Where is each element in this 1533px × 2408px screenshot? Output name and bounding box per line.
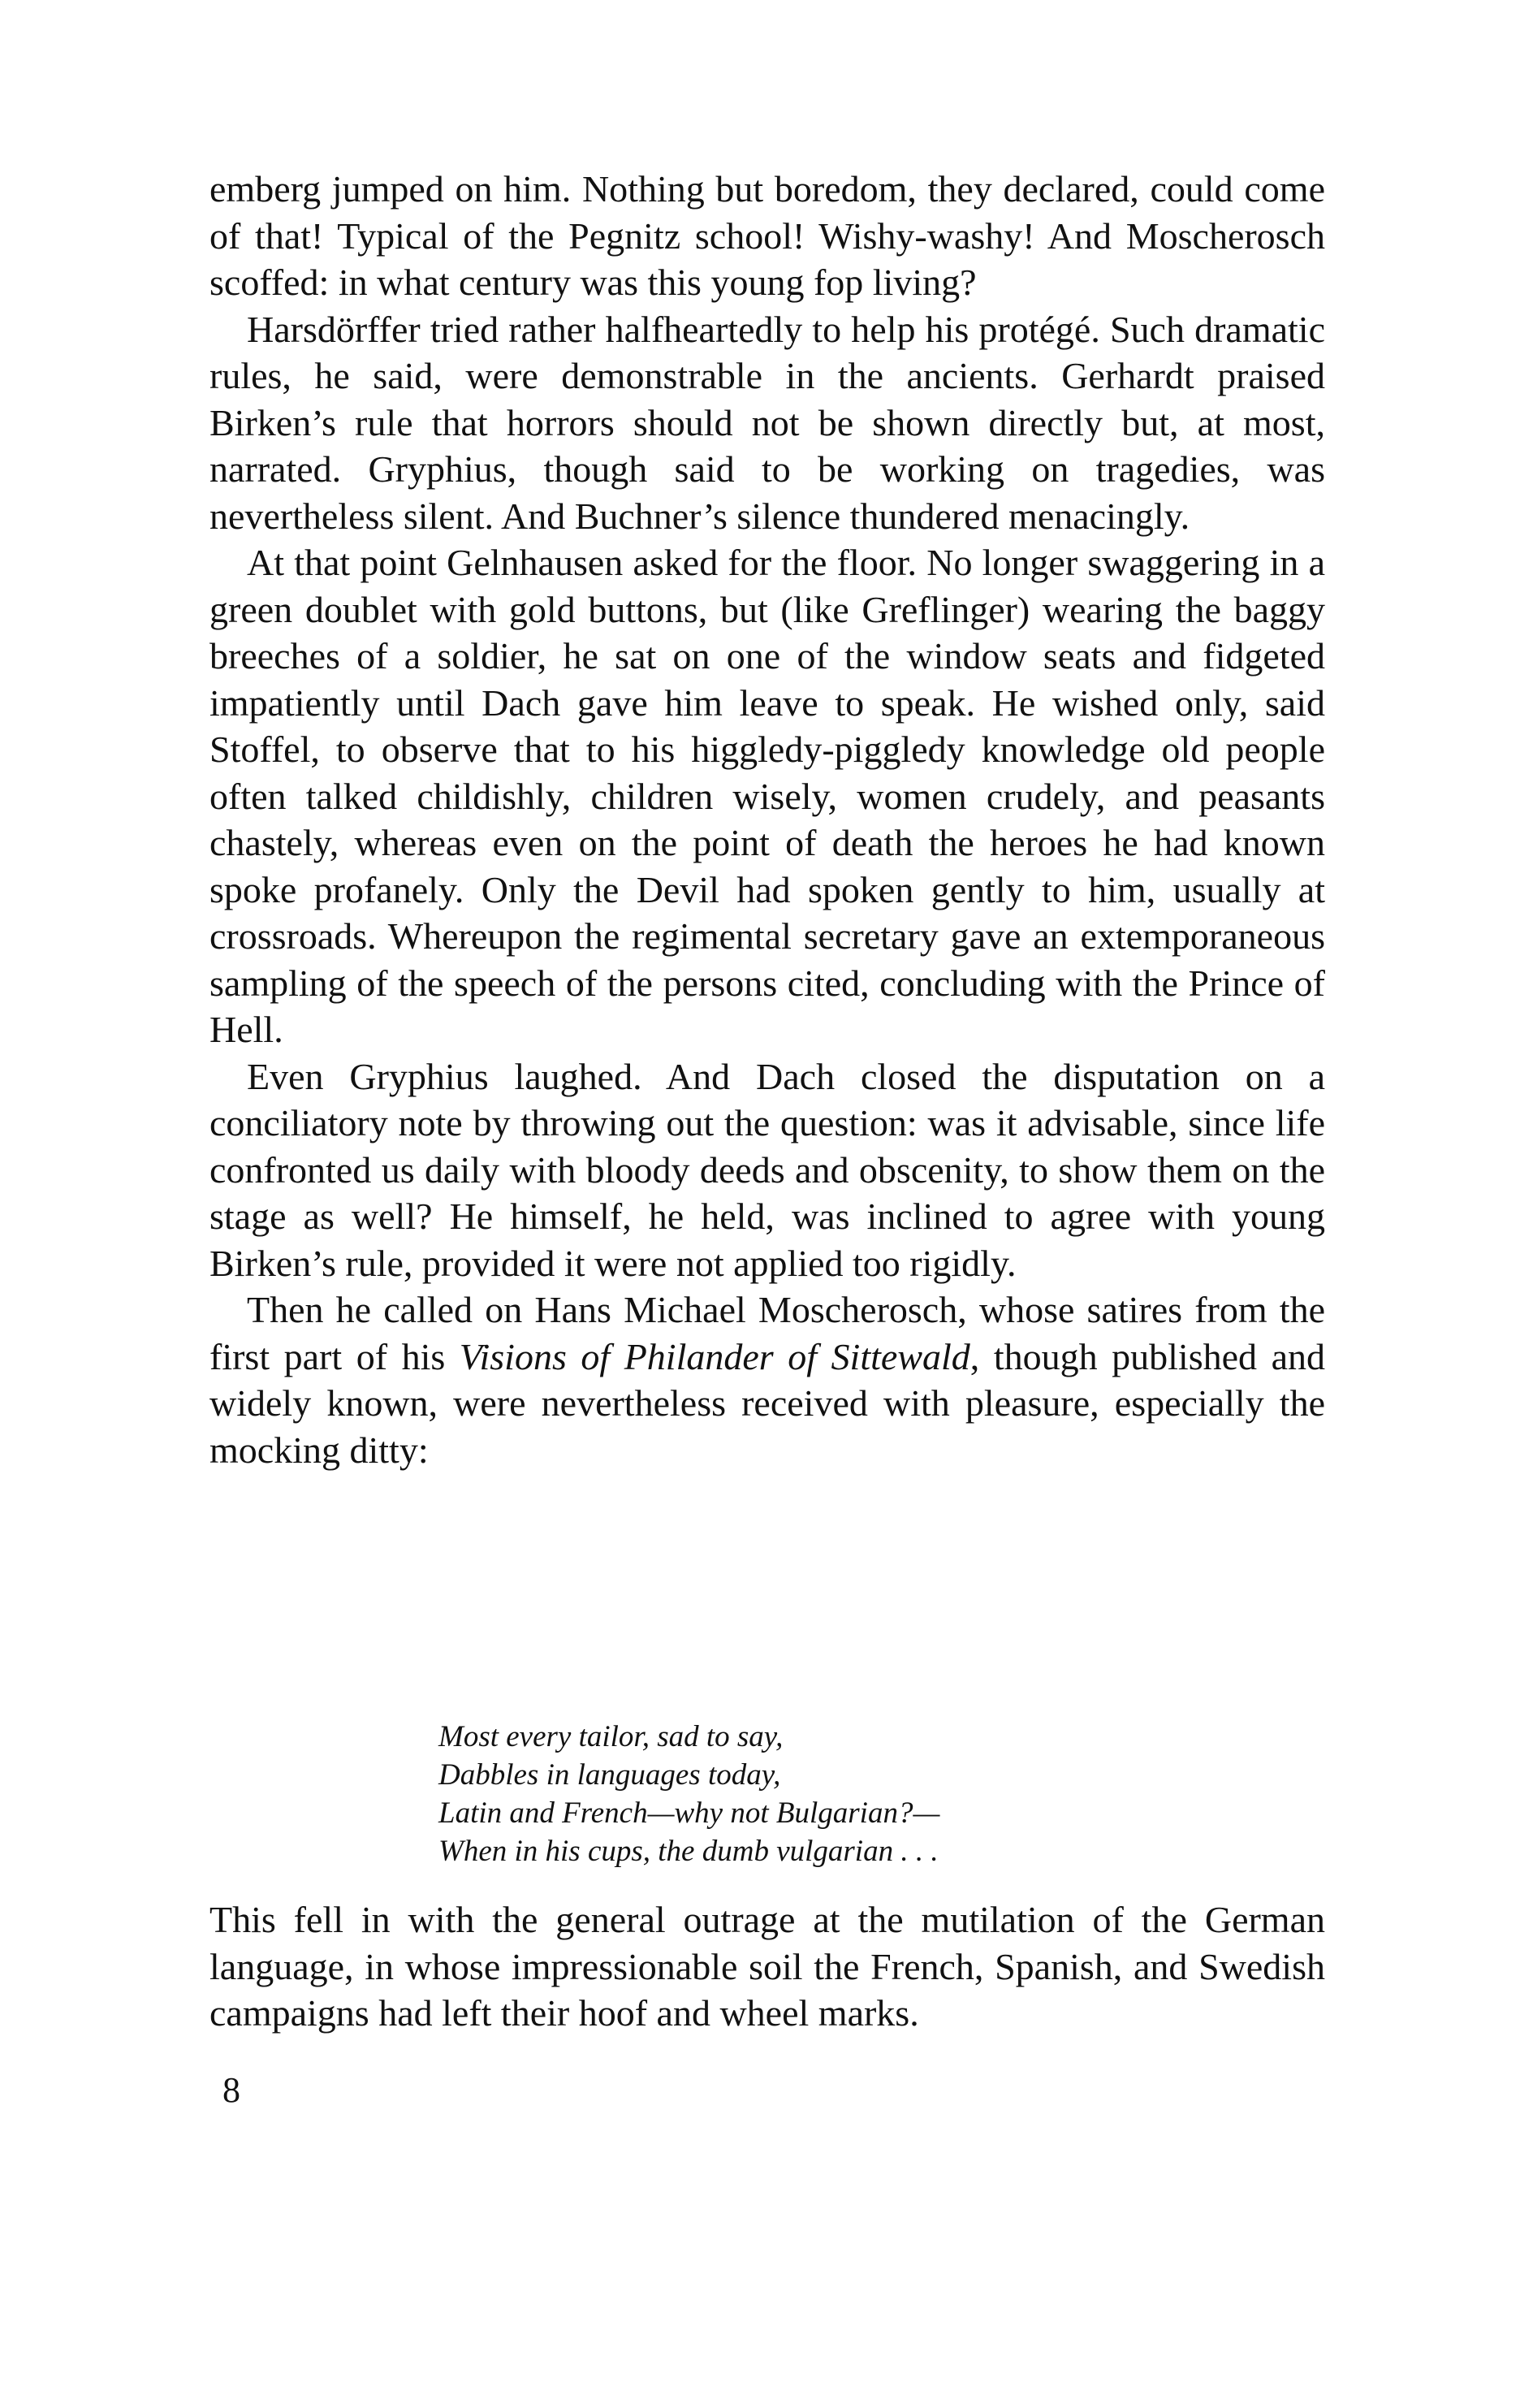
- book-title: Visions of Philander of Sittewald: [459, 1335, 970, 1377]
- main-text-block: [209, 166, 1325, 1473]
- paragraph-5: [209, 1286, 1325, 1473]
- paragraph-2: Harsdörffer tried rather halfheartedly to help his protégé. Such dramatic rules, he said, were demonstrable in the ancients. Gerhardt praised Birken’s rule that horrors should not be shown directly but, at most, narrated. Gryphius, though said to be working on tragedies, was nevertheless silent. And Buchner’s silence thundered menacingly.: [209, 308, 1325, 537]
- verse-line-2: Dabbles in languages today,: [438, 1758, 781, 1792]
- verse-line-3: Latin and French—why not Bulgarian?—: [438, 1796, 940, 1830]
- page-number: 8: [222, 2070, 240, 2110]
- verse-line-4: When in his cups, the dumb vulgarian . . .: [438, 1835, 939, 1868]
- verse-line-1: Most every tailor, sad to say,: [438, 1720, 784, 1753]
- paragraph-3: At that point Gelnhausen asked for the floor. No longer swaggering in a green doublet with gold buttons, but (like Greflinger) wearing the baggy breeches of a soldier, he sat on one of the window seats and fidgeted impatiently until Dach gave him leave to speak. He wished only, said Stoffel, to observe that to his higgledy-piggledy knowledge old people often talked childishly, children wisely, women crudely, and peasants chastely, whereas even on the point of death the heroes he had known spoke profanely. Only the Devil had spoken gently to him, usually at crossroads. Whereupon the regimental secretary gave an extemporaneous sampling of the speech of the persons cited, concluding with the Prince of Hell.: [209, 542, 1325, 1050]
- after-verse-block: [209, 1896, 1325, 2037]
- after-verse-paragraph: This fell in with the general outrage at the mutilation of the German language, in whose impressionable soil the French, Spanish, and Swedish campaigns had left their hoof and wheel marks.: [209, 1899, 1325, 2034]
- paragraph-4: Even Gryphius laughed. And Dach closed the disputation on a conciliatory note by throwing out the question: was it advisable, since life confronted us daily with bloody deeds and obscenity, to show them on the stage as well? He himself, he held, was inclined to agree with young Birken’s rule, provided it were not applied too rigidly.: [209, 1055, 1325, 1284]
- paragraph-1: emberg jumped on him. Nothing but boredom, they declared, could come of that! Typical of the Pegnitz school! Wishy-washy! And Moscherosch scoffed: in what century was this young fop living?: [209, 168, 1325, 303]
- verse-block: [438, 1718, 1169, 1870]
- paragraph-5-end: , though published and widely known, were nevertheless received with pleasure, especially the mocking ditty:: [209, 1335, 1325, 1471]
- paragraph-5-start: Then he called on Hans Michael Moscherosch, whose satires from the first part of his: [209, 1289, 1325, 1377]
